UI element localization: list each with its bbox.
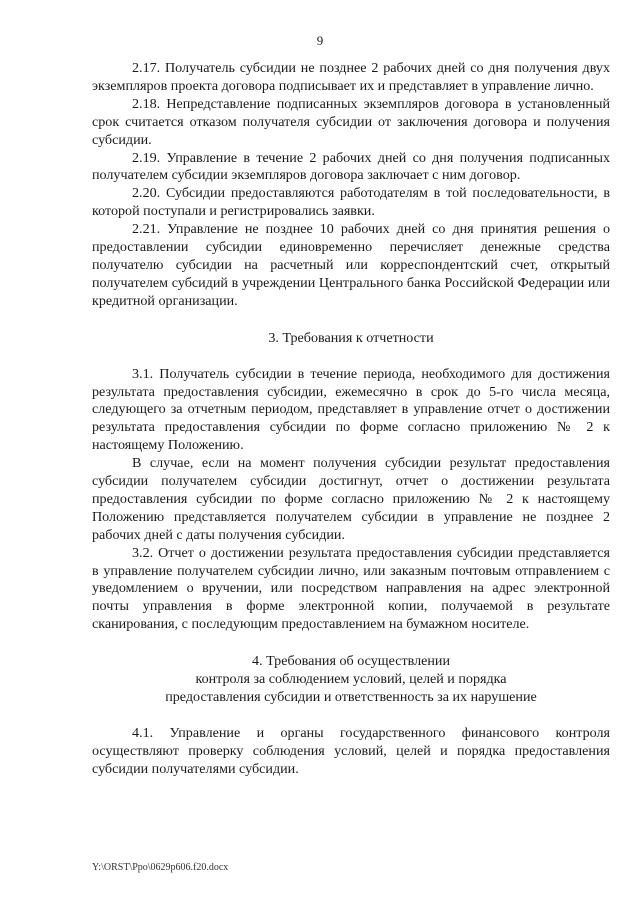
section-4-title-line: 4. Требования об осуществлении [251,653,450,670]
clause-3-1-note: В случае, если на момент получения субсидии результат предоставления субсидии получателем субсидии достигнут, отчет о достижении результата предоставления субсидии по форме согласно приложению № 2 к настоящему Положению представляется получателем субсидии в управление не позднее 2 рабочих дней с даты получения субсидии. [92,455,610,543]
section-3-title: 3. Требования к отчетности [268,329,434,346]
clause-4-1: 4.1. Управление и органы государственного финансового контроля осуществляют проверку соблюдения условий, целей и порядка предоставления субсидии получателями субсидии. [92,724,610,777]
clause-3-1: 3.1. Получатель субсидии в течение периода, необходимого для достижения результата предоставления субсидии, ежемесячно в срок до 5-го числа месяца, следующего за отчетным периодом, представляет в управление отчет о достижении результата предоставления субсидии по форме согласно приложению № 2 к настоящему Положению. [92,365,610,454]
clause-2-19: 2.19. Управление в течение 2 рабочих дней со дня получения подписанных получателем субсидии экземпляров договора заключает с ним договор. [92,149,610,184]
clause-2-21: 2.21. Управление не позднее 10 рабочих дней со дня принятия решения о предоставлении субсидии единовременно перечисляет денежные средства получателю субсидии на расчетный или корреспондентский счет, открытый получателем субсидий в учреждении Центрального банка Российской Федерации или кредитной организации. [92,221,610,309]
section-4-title-line: контроля за соблюдением условий, целей и порядка [195,671,507,688]
section-4-title [92,653,610,707]
clause-2-20: 2.20. Субсидии предоставляются работодателям в той последовательности, в которой поступали и регистрировались заявки. [92,185,610,220]
page-number: 9 [316,33,324,48]
clause-2-18: 2.18. Непредставление подписанных экземпляров договора в установленный срок считается отказом получателя субсидии от заключения договора и получения субсидии. [92,95,610,148]
section-4-title-line: предоставления субсидии и ответственность за их нарушение [165,689,537,705]
clause-3-2: 3.2. Отчет о достижении результата предоставления субсидии представляется в управление получателем субсидии лично, или заказным почтовым отправлением с уведомлением о вручении, или посредством направления на адрес электронной почты управления в форме электронной копии, получаемой в результате сканирования, с последующим предоставлением на бумажном носителе. [92,544,610,633]
document-body [92,60,610,779]
footer-file-path: Y:\ORST\Ppo\0629p606.f20.docx [92,862,229,873]
clause-2-17: 2.17. Получатель субсидии не позднее 2 рабочих дней со дня получения двух экземпляров проекта договора подписывает их и представляет в управление лично. [92,60,610,94]
